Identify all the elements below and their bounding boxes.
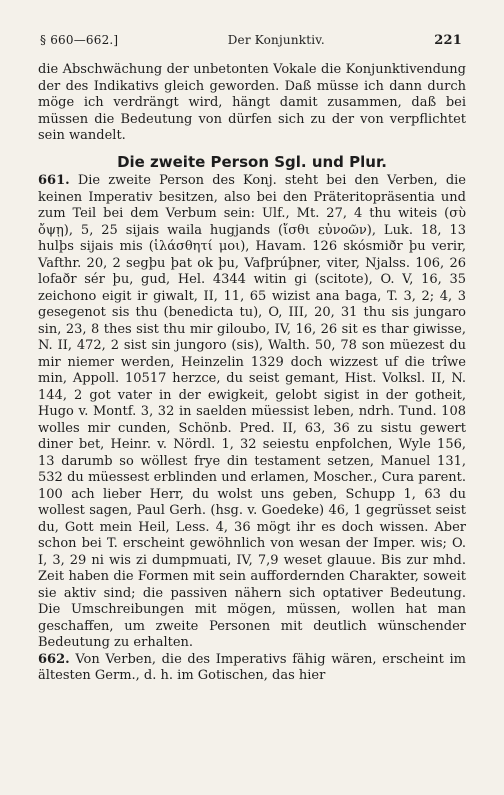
- paragraph-text: Von Verben, die des Imperativs fähig wären, erscheint im ältesten Germ., d. h. im Gotischen, das hier: [38, 651, 466, 683]
- section-heading: Die zweite Person Sgl. und Plur.: [117, 152, 387, 171]
- running-header: [40, 33, 462, 48]
- paragraph-text: Die zweite Person des Konj. steht bei den Verben, die keinen Imperativ besitzen, also bei den Präteritopräsentia und zum Teil bei dem Verbum sein: Ulf., Mt. 27, 4 thu witeis (σὺ ὄψῃ), 5, 25 sijais waila hugjands (ἴσθι εὐνοῶν), Luk. 18, 13 hulþs sijais mis (ἱλάσθητί μοι), Havam. 126 skósmiðr þu verir, Vafthr. 20, 2 segþu þat ok þu, Vafþrúþner, viter, Njalss. 106, 26 lofaðr sér þu, gud, Hel. 4344 witin gi (scitote), O. V, 16, 35 zeichono eigit ir giwalt, II, 11, 65 wizist ana baga, T. 3, 2; 4, 3 gesegenot sis thu (benedicta tu), O, III, 20, 31 thu sis jungaro sin, 23, 8 thes sist thu mir giloubo, IV, 16, 26 sit es thar giwisse, N. II, 472, 2 sist sin jungoro (sis), Walth. 50, 78 son müezest du mir niemer werden, Heinzelin 1329 doch wizzest uf die trîwe min, Appoll. 10517 herzce, du seist gemant, Hist. Volksl. II, N. 144, 2 got vater in der ewigkeit, gelobt sigist in der gotheit, Hugo v. Montf. 3, 32 in saelden müessist leben, ndrh. Tund. 108 wolles mir cunden, Schönb. Pred. II, 63, 36 zu sistu gewert diner bet, Heinr. v. Nördl. 1, 32 seiestu enpfolchen, Wyle 156, 13 darumb so wöllest frye din testament setzen, Manuel 131, 532 du müessest erblinden und erlamen, Moscher., Cura parent. 100 ach lieber Herr, du wolst uns geben, Schupp 1, 63 du wollest sagen, Paul Gerh. (hsg. v. Goedeke) 46, 1 gegrüsset seist du, Gott mein Heil, Less. 4, 36 mögt ihr es doch wissen. Aber schon bei T. erscheint gewöhnlich von wesan der Imper. wis; O. I, 3, 29 ni wis zi dumpmuati, IV, 7,9 weset glauue. Bis zur mhd. Zeit haben die Formen mit sein auffordernden Charakter, soweit sie aktiv sind; die passiven nähern sich optativer Bedeutung. Die Umschreibungen mit mögen, müssen, wollen hat man geschaffen, um zweite Personen mit deutlich wünschender Bedeutung zu erhalten.: [38, 173, 466, 650]
- section-range: § 660—662.]: [40, 33, 119, 47]
- text-body: [38, 62, 466, 685]
- paragraph-661: [38, 173, 466, 652]
- intro-paragraph: die Abschwächung der unbetonten Vokale die Konjunktivendung der des Indikativs gleich geworden. Daß müsse ich dann durch möge ich verdrängt wird, hängt damit zusammen, daß bei müssen die Bedeutung von dürfen sich zu der von verpflichtet sein wandelt.: [38, 62, 466, 143]
- page-number: 221: [434, 33, 462, 48]
- paragraph-number: 661.: [38, 173, 70, 188]
- running-title: Der Konjunktiv.: [227, 33, 325, 47]
- paragraph-662: [38, 652, 466, 685]
- paragraph-number: 662.: [38, 651, 70, 667]
